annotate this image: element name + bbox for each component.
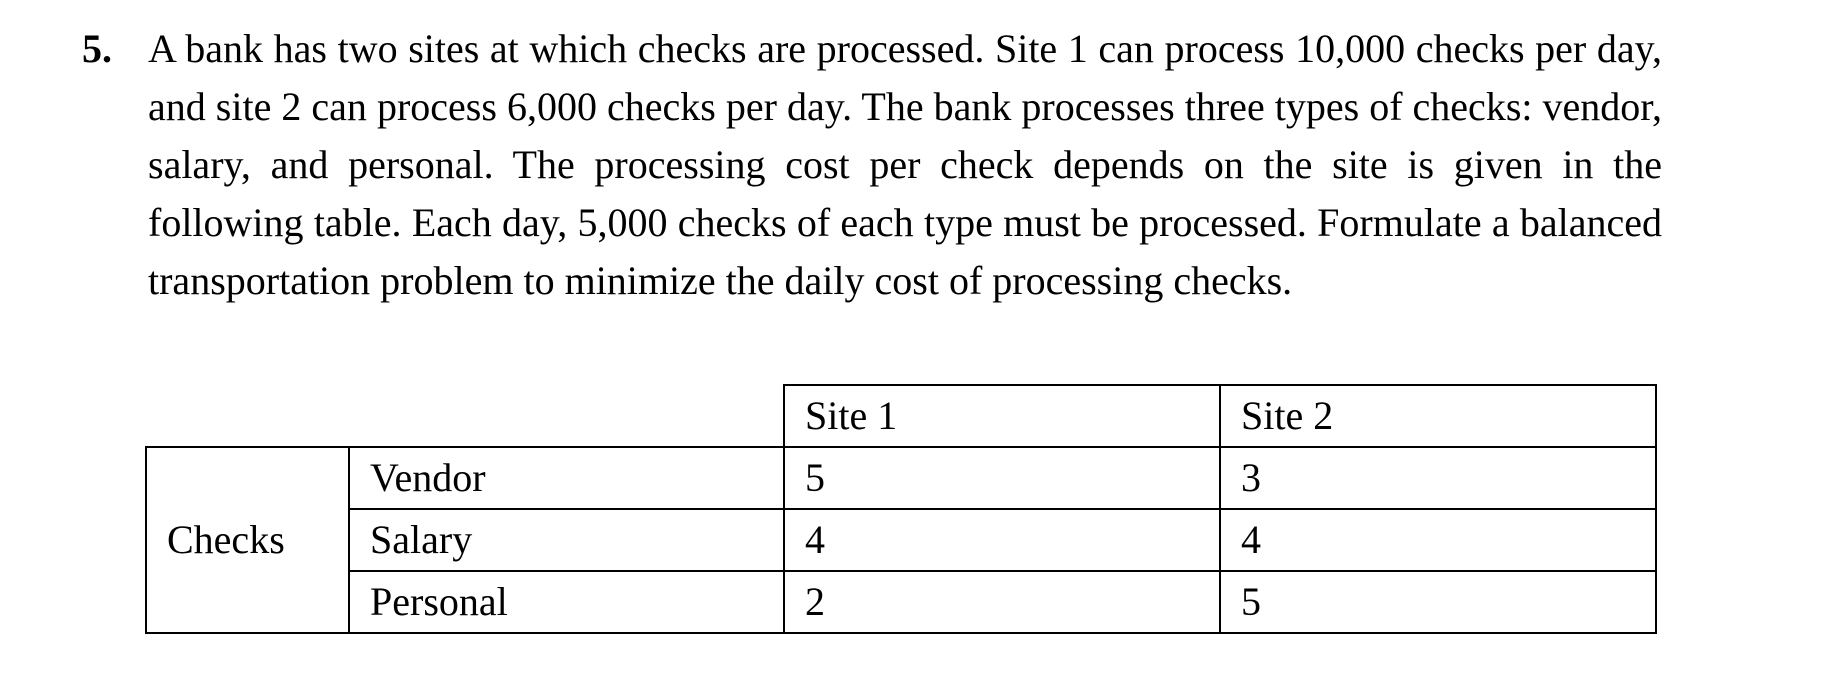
- problem-statement: A bank has two sites at which checks are processed. Site 1 can process 10,000 checks per day, and site 2 can process 6,000 checks per day. The bank processes three types of checks: vendor, salary, and personal. The processing cost per check depends on the site is given in the following table. Each day, 5,000 checks of each type must be processed. Formulate a balanced transportation problem to minimize the daily cost of processing checks.: [148, 26, 1662, 303]
- header-site-2: Site 2: [1220, 385, 1656, 447]
- row-label-salary: Salary: [349, 509, 784, 571]
- cost-table: [145, 384, 1657, 634]
- problem-number: 5.: [82, 26, 112, 71]
- table-row: [146, 571, 1656, 633]
- checks-group-label: Checks: [146, 447, 349, 633]
- table-header-row: [146, 385, 1656, 447]
- header-site-1: Site 1: [784, 385, 1220, 447]
- cell-personal-site-2: 5: [1220, 571, 1656, 633]
- table-row: [146, 447, 1656, 509]
- row-label-personal: Personal: [349, 571, 784, 633]
- table-corner-blank: [146, 385, 784, 447]
- row-label-vendor: Vendor: [349, 447, 784, 509]
- cell-vendor-site-2: 3: [1220, 447, 1656, 509]
- cell-salary-site-2: 4: [1220, 509, 1656, 571]
- table-row: [146, 509, 1656, 571]
- cell-personal-site-1: 2: [784, 571, 1220, 633]
- cell-salary-site-1: 4: [784, 509, 1220, 571]
- cell-vendor-site-1: 5: [784, 447, 1220, 509]
